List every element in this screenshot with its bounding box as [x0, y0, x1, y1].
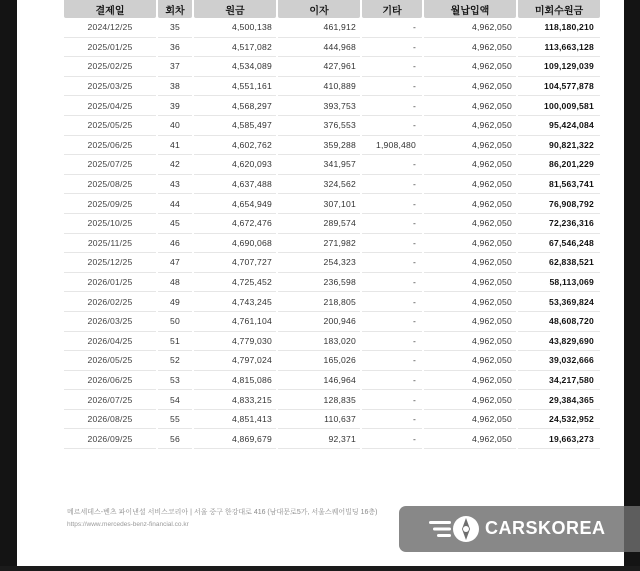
row-outstanding-principal: 67,546,248 — [518, 234, 600, 254]
row-interest: 183,020 — [278, 332, 360, 352]
row-installment-no: 37 — [158, 57, 192, 77]
row-monthly-payment: 4,962,050 — [424, 96, 516, 116]
row-monthly-payment: 4,962,050 — [424, 136, 516, 156]
row-other: - — [362, 332, 422, 352]
table-row — [64, 96, 600, 116]
row-interest: 307,101 — [278, 194, 360, 214]
row-principal: 4,833,215 — [194, 390, 276, 410]
row-interest: 359,288 — [278, 136, 360, 156]
row-interest: 444,968 — [278, 38, 360, 58]
row-outstanding-principal: 76,908,792 — [518, 194, 600, 214]
row-principal: 4,725,452 — [194, 273, 276, 293]
row-outstanding-principal: 19,663,273 — [518, 429, 600, 449]
row-monthly-payment: 4,962,050 — [424, 57, 516, 77]
table-row — [64, 214, 600, 234]
footer-url: https://www.mercedes-benz-financial.co.kr — [67, 521, 189, 528]
row-interest: 324,562 — [278, 175, 360, 195]
row-installment-no: 45 — [158, 214, 192, 234]
row-installment-no: 56 — [158, 429, 192, 449]
row-outstanding-principal: 24,532,952 — [518, 410, 600, 430]
header-principal: 원금 — [194, 0, 276, 18]
row-other: - — [362, 234, 422, 254]
row-outstanding-principal: 29,384,365 — [518, 390, 600, 410]
row-other: - — [362, 390, 422, 410]
row-payment-date: 2025/12/25 — [64, 253, 156, 273]
row-other: - — [362, 253, 422, 273]
row-interest: 236,598 — [278, 273, 360, 293]
row-monthly-payment: 4,962,050 — [424, 332, 516, 352]
row-outstanding-principal: 72,236,316 — [518, 214, 600, 234]
row-other: - — [362, 155, 422, 175]
row-installment-no: 54 — [158, 390, 192, 410]
row-installment-no: 55 — [158, 410, 192, 430]
row-installment-no: 38 — [158, 77, 192, 97]
row-monthly-payment: 4,962,050 — [424, 253, 516, 273]
table-row — [64, 175, 600, 195]
row-principal: 4,602,762 — [194, 136, 276, 156]
row-outstanding-principal: 100,009,581 — [518, 96, 600, 116]
row-principal: 4,551,161 — [194, 77, 276, 97]
row-other: - — [362, 57, 422, 77]
row-monthly-payment: 4,962,050 — [424, 175, 516, 195]
row-outstanding-principal: 48,608,720 — [518, 312, 600, 332]
statement-page — [17, 0, 624, 566]
row-interest: 376,553 — [278, 116, 360, 136]
row-monthly-payment: 4,962,050 — [424, 77, 516, 97]
row-installment-no: 40 — [158, 116, 192, 136]
row-monthly-payment: 4,962,050 — [424, 312, 516, 332]
row-other: - — [362, 351, 422, 371]
row-other: - — [362, 292, 422, 312]
row-installment-no: 43 — [158, 175, 192, 195]
table-row — [64, 390, 600, 410]
row-payment-date: 2025/07/25 — [64, 155, 156, 175]
row-payment-date: 2025/03/25 — [64, 77, 156, 97]
row-principal: 4,585,497 — [194, 116, 276, 136]
row-payment-date: 2026/07/25 — [64, 390, 156, 410]
row-payment-date: 2025/06/25 — [64, 136, 156, 156]
row-principal: 4,620,093 — [194, 155, 276, 175]
row-other: - — [362, 77, 422, 97]
row-principal: 4,815,086 — [194, 371, 276, 391]
header-monthly-payment: 월납입액 — [424, 0, 516, 18]
bottom-edge — [0, 566, 640, 571]
carskorea-logo-icon — [429, 512, 483, 546]
table-row — [64, 351, 600, 371]
row-interest: 393,753 — [278, 96, 360, 116]
row-outstanding-principal: 34,217,580 — [518, 371, 600, 391]
row-principal: 4,517,082 — [194, 38, 276, 58]
row-interest: 92,371 — [278, 429, 360, 449]
row-principal: 4,761,104 — [194, 312, 276, 332]
row-interest: 410,889 — [278, 77, 360, 97]
header-interest: 이자 — [278, 0, 360, 18]
row-outstanding-principal: 90,821,322 — [518, 136, 600, 156]
row-outstanding-principal: 118,180,210 — [518, 18, 600, 38]
table-header-row — [64, 0, 600, 18]
row-other: - — [362, 410, 422, 430]
row-payment-date: 2026/06/25 — [64, 371, 156, 391]
row-other: - — [362, 312, 422, 332]
row-installment-no: 49 — [158, 292, 192, 312]
header-other: 기타 — [362, 0, 422, 18]
row-other: - — [362, 214, 422, 234]
row-outstanding-principal: 43,829,690 — [518, 332, 600, 352]
row-monthly-payment: 4,962,050 — [424, 351, 516, 371]
table-row — [64, 116, 600, 136]
row-interest: 289,574 — [278, 214, 360, 234]
row-interest: 128,835 — [278, 390, 360, 410]
row-interest: 200,946 — [278, 312, 360, 332]
table-row — [64, 371, 600, 391]
row-payment-date: 2026/03/25 — [64, 312, 156, 332]
table-row — [64, 38, 600, 58]
row-interest: 254,323 — [278, 253, 360, 273]
carskorea-watermark — [399, 506, 640, 552]
header-outstanding-principal: 미회수원금 — [518, 0, 600, 18]
row-payment-date: 2026/02/25 — [64, 292, 156, 312]
table-row — [64, 410, 600, 430]
row-principal: 4,851,413 — [194, 410, 276, 430]
row-monthly-payment: 4,962,050 — [424, 410, 516, 430]
table-row — [64, 77, 600, 97]
repayment-schedule-table — [62, 0, 602, 449]
table-row — [64, 136, 600, 156]
row-installment-no: 50 — [158, 312, 192, 332]
header-payment-date: 결제일 — [64, 0, 156, 18]
row-other: - — [362, 96, 422, 116]
row-payment-date: 2026/09/25 — [64, 429, 156, 449]
row-outstanding-principal: 39,032,666 — [518, 351, 600, 371]
row-payment-date: 2025/01/25 — [64, 38, 156, 58]
row-principal: 4,779,030 — [194, 332, 276, 352]
row-interest: 341,957 — [278, 155, 360, 175]
row-principal: 4,568,297 — [194, 96, 276, 116]
row-monthly-payment: 4,962,050 — [424, 292, 516, 312]
row-monthly-payment: 4,962,050 — [424, 234, 516, 254]
row-monthly-payment: 4,962,050 — [424, 38, 516, 58]
row-other: - — [362, 18, 422, 38]
row-payment-date: 2026/01/25 — [64, 273, 156, 293]
row-monthly-payment: 4,962,050 — [424, 194, 516, 214]
row-principal: 4,743,245 — [194, 292, 276, 312]
table-row — [64, 234, 600, 254]
row-installment-no: 47 — [158, 253, 192, 273]
row-payment-date: 2025/08/25 — [64, 175, 156, 195]
table-row — [64, 194, 600, 214]
row-outstanding-principal: 81,563,741 — [518, 175, 600, 195]
row-monthly-payment: 4,962,050 — [424, 390, 516, 410]
row-payment-date: 2026/08/25 — [64, 410, 156, 430]
table-row — [64, 332, 600, 352]
table-row — [64, 312, 600, 332]
row-installment-no: 46 — [158, 234, 192, 254]
row-principal: 4,707,727 — [194, 253, 276, 273]
row-payment-date: 2025/11/25 — [64, 234, 156, 254]
row-other: - — [362, 429, 422, 449]
table-row — [64, 273, 600, 293]
row-monthly-payment: 4,962,050 — [424, 155, 516, 175]
row-outstanding-principal: 113,663,128 — [518, 38, 600, 58]
header-installment-no: 회차 — [158, 0, 192, 18]
row-other: 1,908,480 — [362, 136, 422, 156]
row-payment-date: 2026/05/25 — [64, 351, 156, 371]
row-principal: 4,672,476 — [194, 214, 276, 234]
row-outstanding-principal: 62,838,521 — [518, 253, 600, 273]
row-outstanding-principal: 109,129,039 — [518, 57, 600, 77]
row-monthly-payment: 4,962,050 — [424, 429, 516, 449]
row-installment-no: 52 — [158, 351, 192, 371]
row-payment-date: 2025/10/25 — [64, 214, 156, 234]
row-principal: 4,637,488 — [194, 175, 276, 195]
row-interest: 110,637 — [278, 410, 360, 430]
row-installment-no: 39 — [158, 96, 192, 116]
row-installment-no: 44 — [158, 194, 192, 214]
row-interest: 427,961 — [278, 57, 360, 77]
row-installment-no: 42 — [158, 155, 192, 175]
row-principal: 4,869,679 — [194, 429, 276, 449]
row-payment-date: 2026/04/25 — [64, 332, 156, 352]
row-monthly-payment: 4,962,050 — [424, 18, 516, 38]
row-outstanding-principal: 95,424,084 — [518, 116, 600, 136]
row-installment-no: 41 — [158, 136, 192, 156]
row-outstanding-principal: 86,201,229 — [518, 155, 600, 175]
row-installment-no: 35 — [158, 18, 192, 38]
row-interest: 461,912 — [278, 18, 360, 38]
row-monthly-payment: 4,962,050 — [424, 116, 516, 136]
row-interest: 271,982 — [278, 234, 360, 254]
table-row — [64, 57, 600, 77]
row-installment-no: 51 — [158, 332, 192, 352]
row-monthly-payment: 4,962,050 — [424, 214, 516, 234]
watermark-text: CARSKOREA — [485, 518, 606, 538]
row-other: - — [362, 38, 422, 58]
row-payment-date: 2025/04/25 — [64, 96, 156, 116]
row-payment-date: 2025/05/25 — [64, 116, 156, 136]
row-outstanding-principal: 58,113,069 — [518, 273, 600, 293]
table-row — [64, 429, 600, 449]
row-outstanding-principal: 104,577,878 — [518, 77, 600, 97]
row-monthly-payment: 4,962,050 — [424, 371, 516, 391]
table-row — [64, 253, 600, 273]
row-payment-date: 2025/09/25 — [64, 194, 156, 214]
row-installment-no: 36 — [158, 38, 192, 58]
row-other: - — [362, 175, 422, 195]
row-principal: 4,534,089 — [194, 57, 276, 77]
table-row — [64, 155, 600, 175]
row-principal: 4,797,024 — [194, 351, 276, 371]
footer — [67, 507, 427, 531]
row-principal: 4,690,068 — [194, 234, 276, 254]
row-interest: 165,026 — [278, 351, 360, 371]
row-monthly-payment: 4,962,050 — [424, 273, 516, 293]
row-other: - — [362, 371, 422, 391]
row-principal: 4,500,138 — [194, 18, 276, 38]
table-row — [64, 292, 600, 312]
footer-company-address: 메르세데스-벤츠 파이낸셜 서비스코리아 | 서울 중구 한강대로 416 (남대문로5가, 서울스퀘어빌딩 16층) — [67, 509, 378, 516]
row-payment-date: 2025/02/25 — [64, 57, 156, 77]
row-other: - — [362, 273, 422, 293]
row-outstanding-principal: 53,369,824 — [518, 292, 600, 312]
row-principal: 4,654,949 — [194, 194, 276, 214]
table-row — [64, 18, 600, 38]
row-other: - — [362, 116, 422, 136]
row-payment-date: 2024/12/25 — [64, 18, 156, 38]
row-installment-no: 48 — [158, 273, 192, 293]
row-installment-no: 53 — [158, 371, 192, 391]
row-interest: 218,805 — [278, 292, 360, 312]
row-other: - — [362, 194, 422, 214]
row-interest: 146,964 — [278, 371, 360, 391]
